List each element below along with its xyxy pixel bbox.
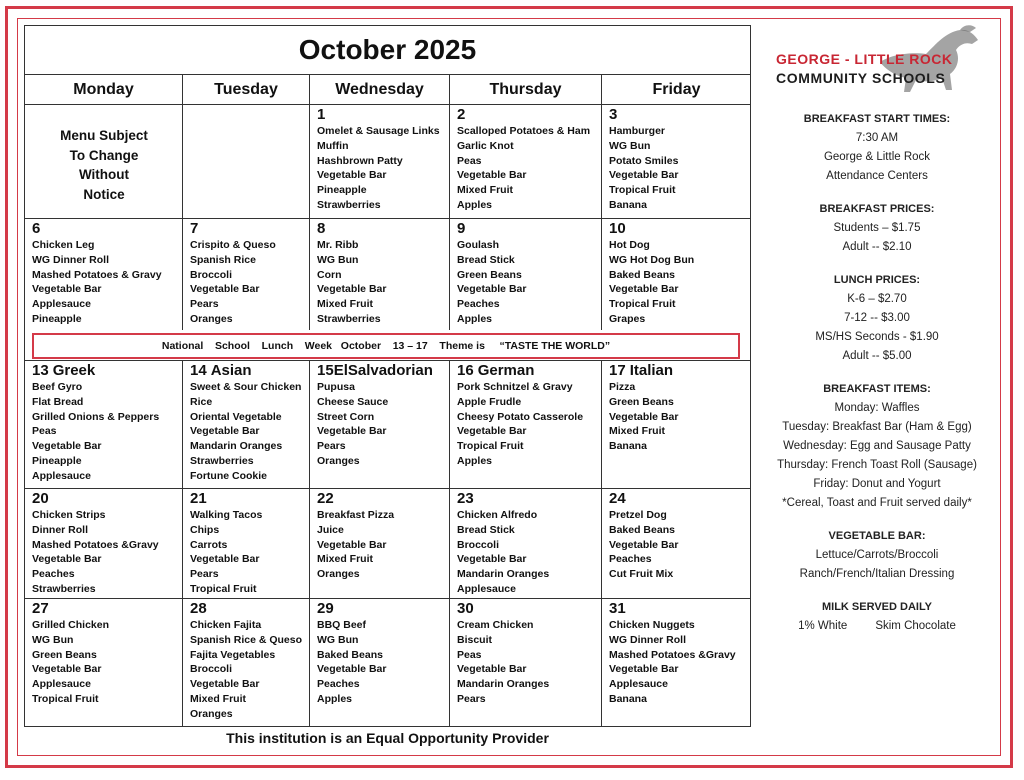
- menu-item: Street Corn: [317, 410, 375, 423]
- menu-item-list: [609, 124, 751, 213]
- menu-item-list: [317, 508, 449, 582]
- menu-item: Pears: [190, 568, 219, 581]
- menu-item: Beef Gyro: [32, 381, 83, 393]
- menu-item: Mashed Potatoes &Gravy: [609, 648, 736, 661]
- day-cell-14: [182, 360, 309, 488]
- menu-item: Pineapple: [317, 184, 367, 197]
- menu-item: Juice: [317, 523, 344, 536]
- menu-item-list: [32, 508, 182, 597]
- menu-item: Broccoli: [190, 268, 233, 281]
- day-number-value: 13: [32, 362, 49, 379]
- menu-item: Vegetable Bar: [317, 169, 387, 182]
- day-number: [609, 220, 751, 238]
- lunch-prices-section: [758, 271, 996, 366]
- day-theme: Greek: [52, 362, 96, 379]
- menu-item: WG Bun: [317, 633, 359, 646]
- day-number: [32, 220, 182, 238]
- section-heading: BREAKFAST ITEMS:: [823, 383, 931, 395]
- menu-item: Green Beans: [609, 395, 674, 408]
- menu-item: Pupusa: [317, 381, 355, 393]
- price-line: Adult -- $5.00: [842, 350, 912, 362]
- menu-item: Hot Dog: [609, 239, 650, 251]
- menu-item: Garlic Knot: [457, 139, 514, 152]
- day-cell-7: [182, 218, 309, 330]
- menu-item: Pears: [190, 298, 219, 311]
- day-cell-23: [449, 488, 601, 598]
- menu-item: Hashbrown Patty: [317, 154, 403, 167]
- notice-line: Without: [78, 167, 130, 182]
- price-line: 7-12 -- $3.00: [844, 312, 910, 324]
- menu-item-list: [32, 380, 182, 484]
- menu-item: Vegetable Bar: [190, 425, 260, 438]
- menu-item: Vegetable Bar: [609, 538, 679, 551]
- day-number: [190, 362, 309, 380]
- day-number-value: 8: [317, 220, 326, 237]
- menu-item: Strawberries: [317, 312, 381, 325]
- menu-item: Baked Beans: [609, 523, 675, 536]
- breakfast-items-section: [758, 380, 996, 513]
- menu-item: Carrots: [190, 538, 228, 551]
- menu-item: Vegetable Bar: [190, 283, 260, 296]
- day-cell-31: [601, 598, 751, 727]
- day-theme: Italian: [629, 362, 674, 379]
- menu-item: Vegetable Bar: [190, 678, 260, 691]
- day-number-value: 21: [190, 490, 207, 507]
- day-cell-29: [309, 598, 449, 727]
- menu-item: WG Dinner Roll: [32, 253, 109, 266]
- menu-item: Banana: [609, 198, 647, 211]
- menu-item: WG Bun: [32, 633, 74, 646]
- day-number: [457, 362, 601, 380]
- menu-item: Pork Schnitzel & Gravy: [457, 381, 573, 393]
- menu-item: Green Beans: [32, 648, 97, 661]
- menu-item: Pizza: [609, 381, 636, 393]
- equal-opportunity-footer: This institution is an Equal Opportunity Provider: [226, 730, 549, 746]
- breakfast-prices-section: [758, 200, 996, 257]
- menu-item: Applesauce: [457, 582, 516, 595]
- menu-item: Oranges: [317, 454, 360, 467]
- info-line: Attendance Centers: [826, 170, 928, 182]
- day-cell-1: [309, 104, 449, 218]
- menu-item: Omelet & Sausage Links: [317, 125, 440, 137]
- day-number: [609, 362, 751, 380]
- day-number: [609, 490, 751, 508]
- day-number: [457, 220, 601, 238]
- menu-item-list: [317, 618, 449, 707]
- menu-item: Mixed Fruit: [317, 298, 374, 311]
- section-heading: VEGETABLE BAR:: [828, 530, 926, 542]
- menu-item: Hamburger: [609, 125, 666, 137]
- menu-item-list: [457, 380, 601, 469]
- notice-line: To Change: [69, 147, 139, 163]
- day-number-value: 30: [457, 600, 474, 617]
- menu-item: Green Beans: [457, 268, 522, 281]
- menu-item: Chips: [190, 523, 220, 536]
- milk-section: [758, 598, 996, 636]
- weekday-header-monday: Monday: [25, 74, 182, 104]
- day-cell-8: [309, 218, 449, 330]
- menu-item: Mixed Fruit: [190, 692, 247, 705]
- weekday-header-thursday: Thursday: [449, 74, 601, 104]
- menu-item: Strawberries: [190, 454, 254, 467]
- breakfast-item-line: Friday: Donut and Yogurt: [813, 478, 941, 490]
- menu-item: Pears: [457, 692, 486, 705]
- menu-item-list: [457, 124, 601, 213]
- menu-item: Tropical Fruit: [457, 440, 524, 453]
- breakfast-times-section: [758, 110, 996, 186]
- menu-item-list: [190, 238, 309, 327]
- menu-item: Fortune Cookie: [190, 469, 268, 482]
- menu-calendar: [24, 25, 751, 727]
- menu-item: Corn: [317, 268, 342, 281]
- menu-item: Vegetable Bar: [609, 410, 679, 423]
- menu-item-list: [190, 508, 309, 597]
- menu-item: Applesauce: [32, 678, 91, 691]
- menu-item: Chicken Alfredo: [457, 509, 538, 521]
- menu-item: Fajita Vegetables: [190, 648, 276, 661]
- menu-item: Potato Smiles: [609, 154, 679, 167]
- menu-item: Peaches: [32, 568, 75, 581]
- breakfast-item-line: Wednesday: Egg and Sausage Patty: [783, 440, 971, 452]
- empty-day-cell: [25, 104, 182, 218]
- menu-item-list: [457, 238, 601, 327]
- day-number: [609, 600, 751, 618]
- day-number: [457, 600, 601, 618]
- menu-item-list: [609, 508, 751, 582]
- menu-item: Bread Stick: [457, 523, 515, 536]
- menu-item: Vegetable Bar: [190, 553, 260, 566]
- menu-item: Apples: [317, 692, 353, 705]
- day-cell-17: [601, 360, 751, 488]
- day-number: [32, 490, 182, 508]
- menu-item: Apples: [457, 198, 493, 211]
- price-line: Students – $1.75: [833, 222, 921, 234]
- day-cell-30: [449, 598, 601, 727]
- day-number-value: 16: [457, 362, 474, 379]
- price-line: MS/HS Seconds - $1.90: [815, 331, 939, 343]
- menu-item: Vegetable Bar: [32, 663, 102, 676]
- menu-item-list: [609, 238, 751, 327]
- weekday-header-friday: Friday: [601, 74, 751, 104]
- menu-item: Chicken Fajita: [190, 619, 262, 631]
- menu-item-list: [317, 380, 449, 469]
- day-number: [190, 490, 309, 508]
- day-cell-6: [25, 218, 182, 330]
- breakfast-item-line: Monday: Waffles: [834, 402, 920, 414]
- day-number: [317, 220, 449, 238]
- day-cell-9: [449, 218, 601, 330]
- price-line: K-6 – $2.70: [847, 293, 907, 305]
- menu-item: Tropical Fruit: [190, 582, 257, 595]
- notice-line: Menu Subject: [60, 128, 148, 143]
- menu-item: Tropical Fruit: [609, 298, 676, 311]
- menu-item: Breakfast Pizza: [317, 509, 395, 521]
- menu-item: Vegetable Bar: [457, 553, 527, 566]
- vegetable-line: Lettuce/Carrots/Broccoli: [815, 549, 939, 561]
- menu-item: Grilled Chicken: [32, 619, 110, 631]
- menu-item: Peas: [32, 425, 57, 438]
- day-number-value: 6: [32, 220, 41, 237]
- day-number-value: 17: [609, 362, 626, 379]
- menu-item: Banana: [609, 692, 647, 705]
- day-number: [317, 490, 449, 508]
- menu-item-list: [32, 618, 182, 707]
- menu-item: Broccoli: [457, 538, 500, 551]
- menu-item: Applesauce: [32, 298, 91, 311]
- day-cell-21: [182, 488, 309, 598]
- info-sidebar: [758, 110, 996, 636]
- menu-item: Oranges: [190, 312, 233, 325]
- menu-item: Peaches: [317, 678, 360, 691]
- menu-item: Strawberries: [317, 198, 381, 211]
- menu-item: Mr. Ribb: [317, 239, 359, 251]
- calendar-title: October 2025: [298, 34, 477, 65]
- notice-line: Notice: [83, 186, 125, 202]
- menu-item: Vegetable Bar: [317, 663, 387, 676]
- menu-item: Vegetable Bar: [317, 283, 387, 296]
- day-cell-22: [309, 488, 449, 598]
- menu-item: Mixed Fruit: [609, 425, 666, 438]
- menu-item: Vegetable Bar: [457, 283, 527, 296]
- breakfast-item-line: *Cereal, Toast and Fruit served daily*: [782, 497, 972, 509]
- day-number-value: 7: [190, 220, 199, 237]
- menu-item: Oriental Vegetable: [190, 410, 282, 423]
- info-line: 7:30 AM: [855, 132, 899, 144]
- day-number-value: 24: [609, 490, 626, 507]
- menu-item: Baked Beans: [609, 268, 675, 281]
- menu-item: Chicken Leg: [32, 239, 95, 251]
- menu-item: BBQ Beef: [317, 619, 367, 631]
- menu-item: Oranges: [190, 707, 233, 720]
- weekday-header-wednesday: Wednesday: [309, 74, 449, 104]
- day-number-value: 27: [32, 600, 49, 617]
- day-cell-28: [182, 598, 309, 727]
- menu-item: Pineapple: [32, 312, 82, 325]
- menu-item: Mandarin Oranges: [190, 440, 283, 453]
- menu-item-list: [190, 618, 309, 722]
- day-number-value: 28: [190, 600, 207, 617]
- menu-item-list: [317, 124, 449, 213]
- day-number-value: 1: [317, 106, 326, 123]
- menu-item: Broccoli: [190, 663, 233, 676]
- menu-item-list: [317, 238, 449, 327]
- menu-item: Pears: [317, 440, 346, 453]
- menu-item: Vegetable Bar: [609, 663, 679, 676]
- menu-item: Peaches: [457, 298, 500, 311]
- menu-item: Walking Tacos: [190, 509, 263, 521]
- breakfast-item-line: Tuesday: Breakfast Bar (Ham & Egg): [782, 421, 972, 433]
- info-line: George & Little Rock: [823, 151, 931, 163]
- menu-change-notice: [32, 106, 182, 204]
- menu-item: Baked Beans: [317, 648, 383, 661]
- day-cell-16: [449, 360, 601, 488]
- menu-item: Banana: [609, 440, 647, 453]
- menu-item: Peaches: [609, 553, 652, 566]
- menu-item: Pineapple: [32, 454, 82, 467]
- empty-day-cell: [182, 104, 309, 218]
- day-cell-13: [25, 360, 182, 488]
- menu-item-list: [609, 618, 751, 707]
- menu-item: Peas: [457, 154, 482, 167]
- menu-item-list: [32, 238, 182, 327]
- menu-item-list: [609, 380, 751, 454]
- menu-item: Cut Fruit Mix: [609, 568, 674, 581]
- menu-item: Tropical Fruit: [609, 184, 676, 197]
- milk-options: [758, 617, 996, 636]
- menu-item: Mixed Fruit: [317, 553, 374, 566]
- menu-item: Grilled Onions & Peppers: [32, 410, 160, 423]
- day-cell-3: [601, 104, 751, 218]
- section-heading: BREAKFAST START TIMES:: [803, 113, 951, 125]
- day-number-value: 20: [32, 490, 49, 507]
- menu-item-list: [457, 618, 601, 707]
- section-heading: MILK SERVED DAILY: [821, 601, 933, 613]
- menu-item: Vegetable Bar: [32, 553, 102, 566]
- menu-item: Apple Frudle: [457, 395, 522, 408]
- menu-item: Chicken Strips: [32, 509, 106, 521]
- milk-option: 1% White: [798, 620, 848, 632]
- menu-item: Pretzel Dog: [609, 509, 667, 521]
- menu-item: Chicken Nuggets: [609, 619, 695, 631]
- menu-item: Goulash: [457, 239, 500, 251]
- day-theme: ElSalvadorian: [333, 362, 433, 379]
- menu-item: Mashed Potatoes &Gravy: [32, 538, 159, 551]
- menu-item: Cream Chicken: [457, 619, 534, 631]
- day-cell-20: [25, 488, 182, 598]
- menu-item: Oranges: [317, 568, 360, 581]
- menu-item: Dinner Roll: [32, 523, 89, 536]
- milk-option: Skim Chocolate: [875, 620, 956, 632]
- menu-item: Vegetable Bar: [317, 538, 387, 551]
- menu-item: Crispito & Queso: [190, 239, 276, 251]
- day-number-value: 29: [317, 600, 334, 617]
- day-number: [32, 362, 182, 380]
- day-number-value: 3: [609, 106, 618, 123]
- menu-item: WG Bun: [609, 139, 651, 152]
- day-number-value: 10: [609, 220, 626, 237]
- price-line: Adult -- $2.10: [842, 241, 912, 253]
- menu-item: Peas: [457, 648, 482, 661]
- weekday-header-tuesday: Tuesday: [182, 74, 309, 104]
- logo-line-1: GEORGE - LITTLE ROCK: [776, 51, 953, 67]
- menu-item: WG Hot Dog Bun: [609, 253, 695, 266]
- menu-item: Scalloped Potatoes & Ham: [457, 125, 591, 137]
- menu-item: Vegetable Bar: [609, 169, 679, 182]
- day-number: [317, 362, 449, 380]
- menu-item-list: [457, 508, 601, 597]
- menu-item: WG Dinner Roll: [609, 633, 686, 646]
- menu-item: Vegetable Bar: [457, 663, 527, 676]
- menu-item: Vegetable Bar: [317, 425, 387, 438]
- menu-item: Tropical Fruit: [32, 692, 99, 705]
- vegetable-bar-section: [758, 527, 996, 584]
- menu-item: Flat Bread: [32, 395, 84, 408]
- menu-item-list: [190, 380, 309, 484]
- day-number: [609, 106, 751, 124]
- day-theme: Asian: [210, 362, 252, 379]
- menu-item: Cheesy Potato Casserole: [457, 410, 584, 423]
- menu-item: Vegetable Bar: [32, 283, 102, 296]
- menu-item: Applesauce: [609, 678, 668, 691]
- menu-item: Mixed Fruit: [457, 184, 514, 197]
- day-number-value: 14: [190, 362, 207, 379]
- menu-item: Apples: [457, 312, 493, 325]
- menu-item: Mashed Potatoes & Gravy: [32, 268, 162, 281]
- section-heading: BREAKFAST PRICES:: [819, 203, 935, 215]
- breakfast-item-line: Thursday: French Toast Roll (Sausage): [777, 459, 977, 471]
- day-number: [190, 220, 309, 238]
- day-cell-15: [309, 360, 449, 488]
- menu-item: Sweet & Sour Chicken: [190, 381, 302, 393]
- logo-line-2: COMMUNITY SCHOOLS: [776, 70, 946, 86]
- day-cell-2: [449, 104, 601, 218]
- menu-item: Grapes: [609, 312, 646, 325]
- day-number: [190, 600, 309, 618]
- menu-item: Vegetable Bar: [457, 425, 527, 438]
- day-number: [317, 106, 449, 124]
- menu-item: Vegetable Bar: [457, 169, 527, 182]
- day-number: [32, 600, 182, 618]
- school-logo: [770, 24, 990, 104]
- day-number-value: 31: [609, 600, 626, 617]
- day-cell-24: [601, 488, 751, 598]
- menu-item: Spanish Rice: [190, 253, 256, 266]
- menu-item: Applesauce: [32, 469, 91, 482]
- menu-item: Mandarin Oranges: [457, 678, 550, 691]
- day-number-value: 9: [457, 220, 466, 237]
- menu-item: WG Bun: [317, 253, 359, 266]
- day-number-value: 22: [317, 490, 334, 507]
- day-number: [317, 600, 449, 618]
- vegetable-line: Ranch/French/Italian Dressing: [799, 568, 955, 580]
- menu-item: Cheese Sauce: [317, 395, 389, 408]
- menu-item: Strawberries: [32, 582, 96, 595]
- day-number-value: 23: [457, 490, 474, 507]
- day-number: [457, 490, 601, 508]
- day-cell-10: [601, 218, 751, 330]
- section-heading: LUNCH PRICES:: [833, 274, 921, 286]
- day-theme: German: [477, 362, 535, 379]
- menu-item: Biscuit: [457, 633, 493, 646]
- menu-item: Mandarin Oranges: [457, 568, 550, 581]
- day-cell-27: [25, 598, 182, 727]
- day-number-value: 15: [317, 362, 334, 379]
- menu-item: Rice: [190, 395, 213, 408]
- menu-item: Spanish Rice & Queso: [190, 633, 303, 646]
- menu-item: Vegetable Bar: [32, 440, 102, 453]
- menu-item: Apples: [457, 454, 493, 467]
- menu-item: Muffin: [317, 139, 349, 152]
- menu-item: Bread Stick: [457, 253, 515, 266]
- day-number-value: 2: [457, 106, 466, 123]
- menu-item: Vegetable Bar: [609, 283, 679, 296]
- national-school-lunch-week-banner: National School Lunch Week October 13 – 17 Theme is “TASTE THE WORLD”: [32, 333, 740, 359]
- day-number: [457, 106, 601, 124]
